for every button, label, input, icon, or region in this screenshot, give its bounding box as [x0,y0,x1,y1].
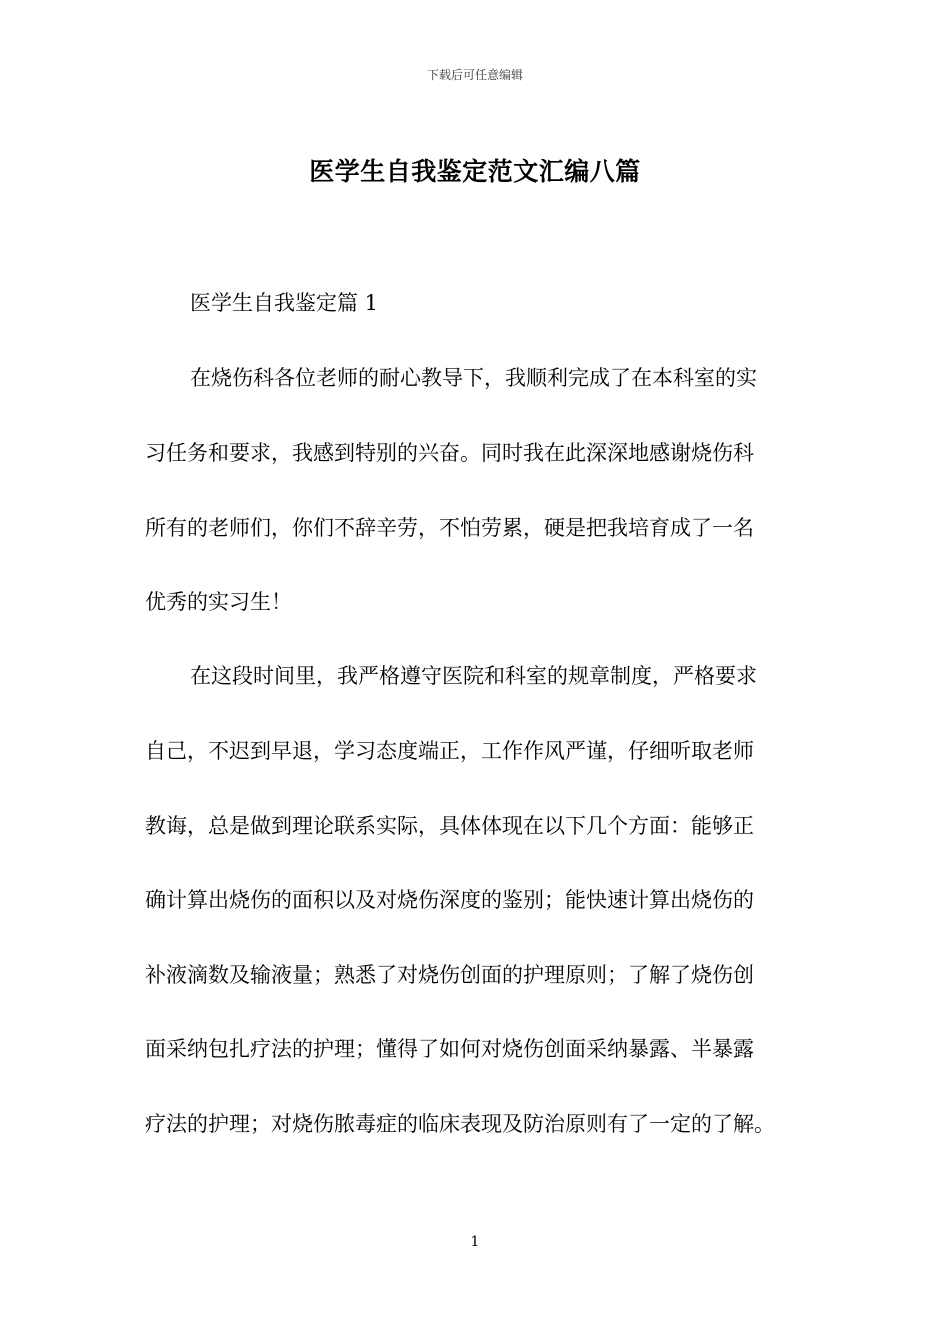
paragraph-1-line-4: 优秀的实习生！ [145,590,292,614]
section-heading: 医学生自我鉴定篇 1 [190,291,379,315]
paragraph-1-line-2: 习任务和要求，我感到特别的兴奋。同时我在此深深地感谢烧伤科 [145,441,754,465]
paragraph-2-line-7: 疗法的护理；对烧伤脓毒症的临床表现及防治原则有了一定的了解。 [145,1112,775,1136]
paragraph-2-line-4: 确计算出烧伤的面积以及对烧伤深度的鉴别；能快速计算出烧伤的 [145,888,754,912]
document-title: 医学生自我鉴定范文汇编八篇 [309,157,641,186]
paragraph-2-line-6: 面采纳包扎疗法的护理；懂得了如何对烧伤创面采纳暴露、半暴露 [145,1037,754,1061]
paragraph-1-line-1: 在烧伤科各位老师的耐心教导下，我顺利完成了在本科室的实 [190,366,757,390]
paragraph-2-line-5: 补液滴数及输液量；熟悉了对烧伤创面的护理原则；了解了烧伤创 [145,963,754,987]
paragraph-2-line-2: 自己，不迟到早退，学习态度端正，工作作风严谨，仔细听取老师 [145,739,754,763]
paragraph-1-line-3: 所有的老师们，你们不辞辛劳，不怕劳累，硬是把我培育成了一名 [145,516,754,540]
paragraph-2-line-3: 教诲，总是做到理论联系实际，具体体现在以下几个方面：能够正 [145,814,754,838]
header-note: 下载后可任意编辑 [426,68,523,82]
paragraph-2-line-1: 在这段时间里，我严格遵守医院和科室的规章制度，严格要求 [190,664,757,688]
page-number: 1 [470,1234,480,1250]
